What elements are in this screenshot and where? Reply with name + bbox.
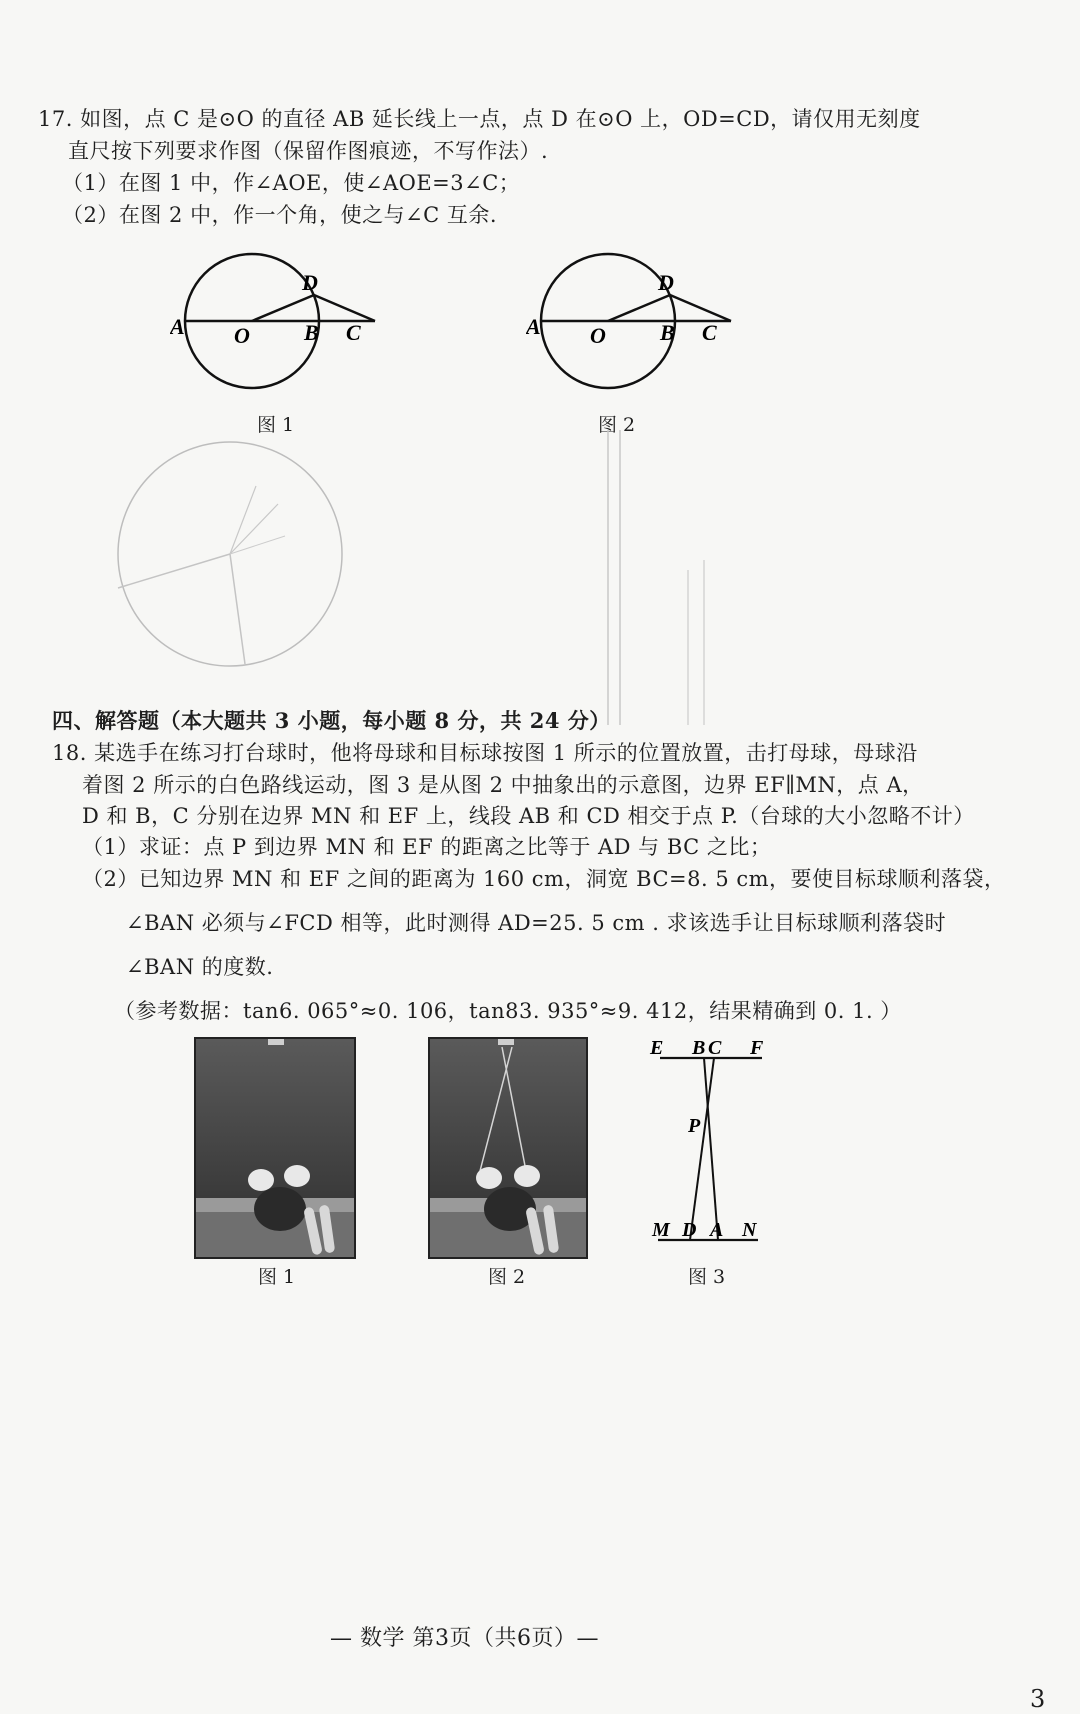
label-O: O xyxy=(590,323,606,348)
q18-line3: D 和 B，C 分别在边界 MN 和 EF 上，线段 AB 和 CD 相交于点 P.（台球的大小忽略不计） xyxy=(82,804,975,828)
q17-fig2-caption: 图 2 xyxy=(598,414,636,436)
section-4-heading: 四、解答题（本大题共 3 小题，每小题 8 分，共 24 分） xyxy=(52,708,611,733)
q18-sub2-line2: ∠BAN 必须与∠FCD 相等，此时测得 AD=25. 5 cm . 求该选手让目标球顺利落袋时 xyxy=(126,911,947,935)
label-E: E xyxy=(650,1037,664,1059)
label-B: B xyxy=(304,320,319,345)
page-number: 3 xyxy=(1030,1685,1046,1713)
label-B: B xyxy=(660,320,675,345)
q18-fig1-caption: 图 1 xyxy=(258,1266,296,1288)
q18-line1: 18. 某选手在练习打台球时，他将母球和目标球按图 1 所示的位置放置，击打母球，母球沿 xyxy=(52,741,918,765)
q18-diagram-3 xyxy=(646,1034,776,1254)
label-O: O xyxy=(234,323,250,348)
label-C: C xyxy=(702,320,717,345)
q17-figure-2 xyxy=(526,250,756,410)
q17-figure-1 xyxy=(170,250,400,410)
label-B: B xyxy=(692,1037,706,1059)
page-footer: — 数学 第3页（共6页）— xyxy=(330,1626,599,1651)
label-A: A xyxy=(170,314,185,339)
q18-photo-2 xyxy=(428,1037,588,1259)
q18-fig2-caption: 图 2 xyxy=(488,1266,526,1288)
q17-sub2: （2）在图 2 中，作一个角，使之与∠C 互余. xyxy=(62,203,498,227)
label-A: A xyxy=(710,1219,724,1241)
label-F: F xyxy=(750,1037,764,1059)
label-D: D xyxy=(658,270,674,295)
q18-line2: 着图 2 所示的白色路线运动，图 3 是从图 2 中抽象出的示意图，边界 EF∥MN，点 A， xyxy=(82,773,924,797)
label-A: A xyxy=(526,314,541,339)
label-C: C xyxy=(346,320,361,345)
q17-line2: 直尺按下列要求作图（保留作图痕迹，不写作法）. xyxy=(68,139,549,163)
q17-line1: 17. 如图，点 C 是⊙O 的直径 AB 延长线上一点，点 D 在⊙O 上，OD=CD，请仅用无刻度 xyxy=(38,107,921,131)
q17-fig1-caption: 图 1 xyxy=(257,414,295,436)
q18-fig3-caption: 图 3 xyxy=(688,1266,726,1288)
q17-sub1: （1）在图 1 中，作∠AOE，使∠AOE=3∠C； xyxy=(62,171,521,195)
label-C: C xyxy=(708,1037,722,1059)
label-P: P xyxy=(688,1115,701,1137)
q18-photo-1 xyxy=(194,1037,356,1259)
label-N: N xyxy=(742,1219,757,1241)
label-M: M xyxy=(652,1219,670,1241)
bleed-through-circle xyxy=(110,440,350,680)
q18-sub2-line3: ∠BAN 的度数. xyxy=(126,955,274,979)
q18-sub1: （1）求证：点 P 到边界 MN 和 EF 的距离之比等于 AD 与 BC 之比； xyxy=(82,835,772,859)
q18-reference-data: （参考数据：tan6. 065°≈0. 106，tan83. 935°≈9. 412，结果精确到 0. 1. ） xyxy=(114,999,902,1023)
label-D: D xyxy=(302,270,318,295)
q18-sub2-line1: （2）已知边界 MN 和 EF 之间的距离为 160 cm，洞宽 BC=8. 5 cm，要使目标球顺利落袋， xyxy=(82,867,1006,891)
label-D: D xyxy=(682,1219,697,1241)
bleed-through-lines xyxy=(600,430,720,730)
